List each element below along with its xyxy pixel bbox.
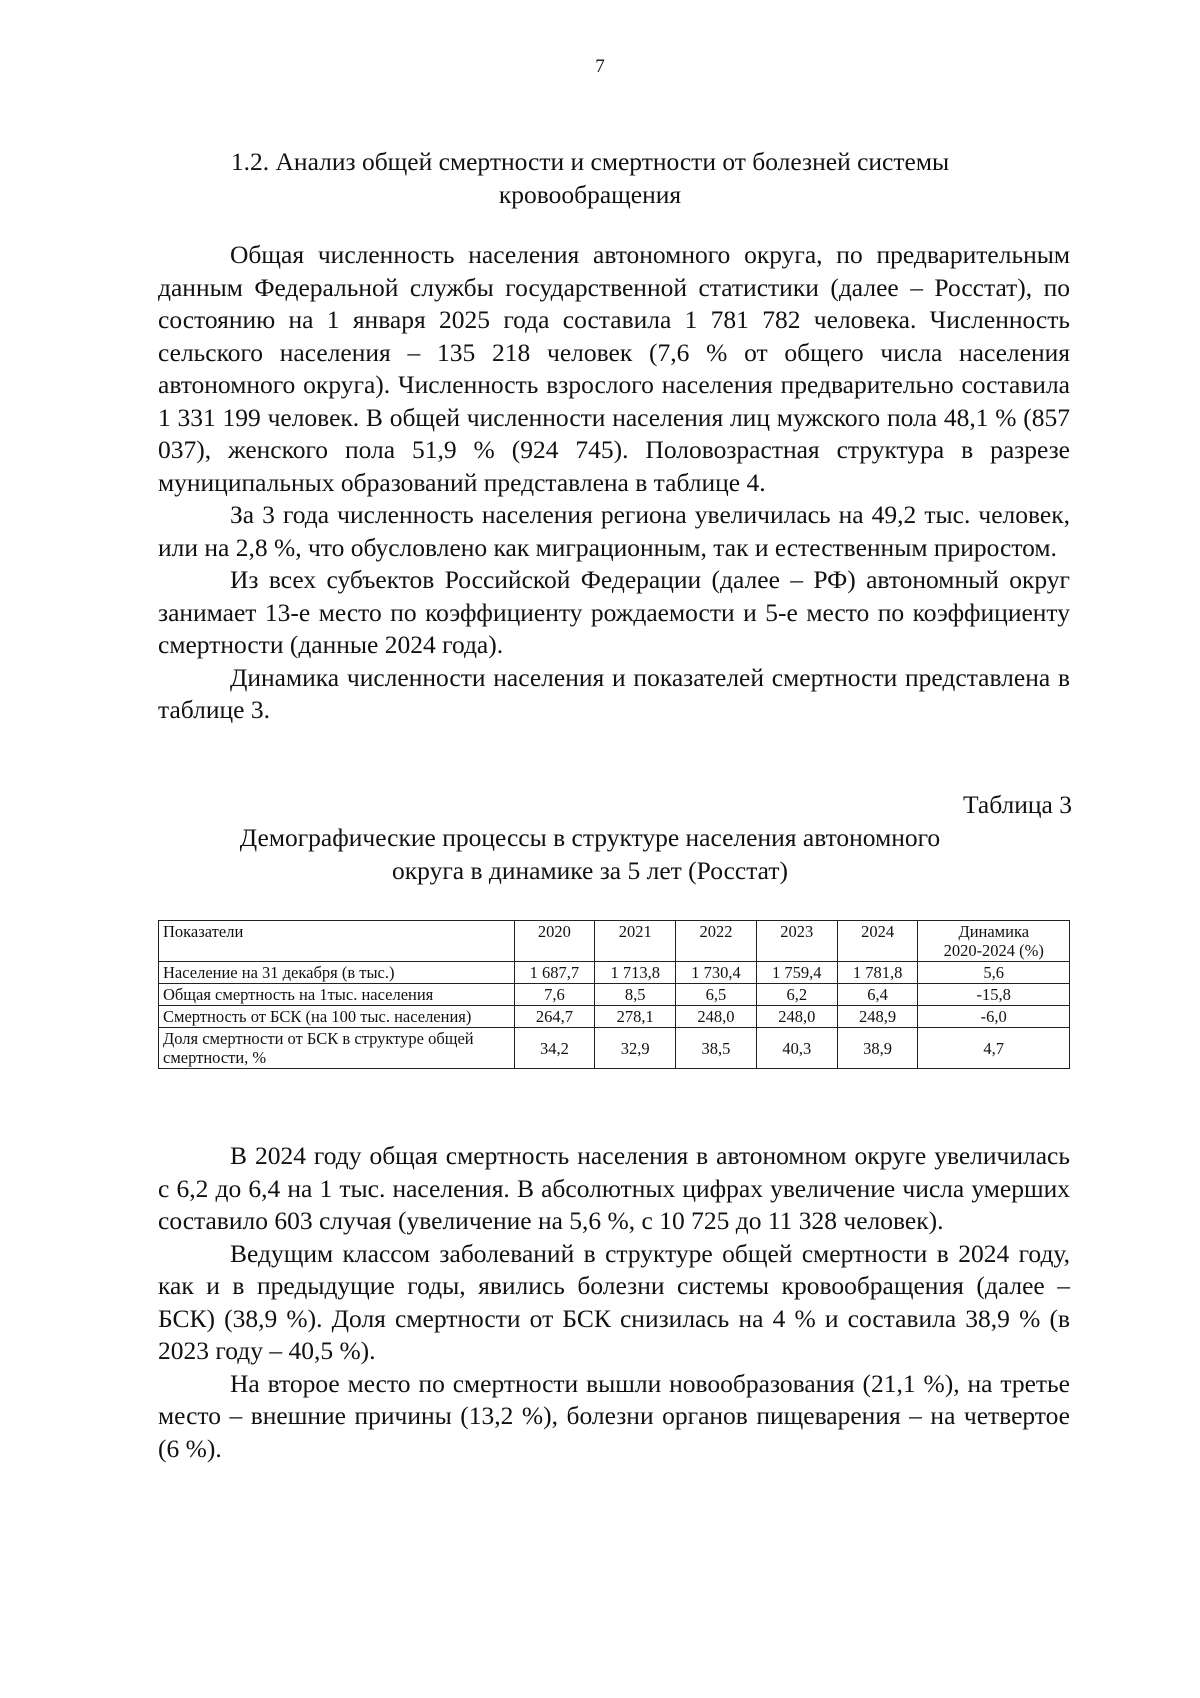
section-heading-line-1: 1.2. Анализ общей смертности и смертности от болезней системы [230, 147, 950, 176]
cell-2020: 7,6 [514, 984, 595, 1006]
paragraph-ranking: Из всех субъектов Российской Федерации (далее – РФ) автономный округ занимает 13-е место по коэффициенту рождаемости и 5-е место по коэффициенту смертности (данные 2024 года). [158, 565, 1070, 659]
cell-2023: 1 759,4 [756, 962, 837, 984]
cell-2024: 1 781,8 [837, 962, 918, 984]
header-dynamics [918, 921, 1070, 962]
table-label: Таблица 3 [962, 790, 1072, 819]
table-row [159, 962, 1070, 984]
paragraph-second-place: На второе место по смертности вышли новообразования (21,1 %), на третье место – внешние причины (13,2 %), болезни органов пищеварения – на четвертое (6 %). [158, 1368, 1070, 1463]
cell-dynamics: -6,0 [918, 1006, 1070, 1028]
cell-2021: 8,5 [595, 984, 676, 1006]
cell-2023: 6,2 [756, 984, 837, 1006]
paragraph-leading-class: Ведущим классом заболеваний в структуре общей смертности в 2024 году, как и в предыдущие годы, явились болезни системы кровообращения (далее – БСК) (38,9 %). Доля смертности от БСК снизилась на 4 % и составила 38,9 % (в 2023 году – 40,5 %). [158, 1238, 1070, 1365]
row-indicator: Смертность от БСК (на 100 тыс. населения) [159, 1006, 515, 1028]
header-year-2022: 2022 [676, 921, 757, 962]
cell-2022: 248,0 [676, 1006, 757, 1028]
cell-2022: 38,5 [676, 1028, 757, 1069]
cell-dynamics: -15,8 [918, 984, 1070, 1006]
header-year-2020: 2020 [514, 921, 595, 962]
table-row [159, 1006, 1070, 1028]
section-heading [150, 145, 1030, 211]
table-row [159, 984, 1070, 1006]
demographics-table [158, 920, 1070, 1069]
row-indicator: Доля смертности от БСК в структуре общей смертности, % [159, 1028, 515, 1069]
cell-2020: 264,7 [514, 1006, 595, 1028]
paragraph-mortality-increase: В 2024 году общая смертность населения в автономном округе увеличилась с 6,2 до 6,4 на 1 тыс. населения. В абсолютных цифрах увеличение числа умерших составило 603 случая (увеличение на 5,6 %, с 10 725 до 11 328 человек). [158, 1141, 1070, 1235]
cell-2021: 278,1 [595, 1006, 676, 1028]
header-dynamics-line-1: Динамика [958, 922, 1030, 941]
cell-2023: 248,0 [756, 1006, 837, 1028]
header-year-2021: 2021 [595, 921, 676, 962]
header-indicator: Показатели [159, 921, 515, 962]
row-indicator: Население на 31 декабря (в тыс.) [159, 962, 515, 984]
paragraph-dynamics-ref: Динамика численности населения и показателей смертности представлена в таблице 3. [158, 662, 1070, 724]
cell-2022: 6,5 [676, 984, 757, 1006]
cell-2023: 40,3 [756, 1028, 837, 1069]
table-row [159, 1028, 1070, 1069]
cell-2020: 34,2 [514, 1028, 595, 1069]
table-header-row [159, 921, 1070, 962]
table-title [150, 822, 1030, 887]
cell-2024: 6,4 [837, 984, 918, 1006]
table-title-line-1: Демографические процессы в структуре населения автономного [239, 823, 941, 852]
cell-2024: 248,9 [837, 1006, 918, 1028]
header-dynamics-line-2: 2020-2024 (%) [943, 941, 1044, 960]
cell-2021: 32,9 [595, 1028, 676, 1069]
page-number: 7 [595, 56, 605, 77]
cell-2020: 1 687,7 [514, 962, 595, 984]
cell-dynamics: 5,6 [918, 962, 1070, 984]
cell-2022: 1 730,4 [676, 962, 757, 984]
section-heading-line-2: кровообращения [498, 180, 682, 209]
body-text-bottom [158, 1140, 1070, 1465]
cell-2024: 38,9 [837, 1028, 918, 1069]
header-year-2023: 2023 [756, 921, 837, 962]
cell-2021: 1 713,8 [595, 962, 676, 984]
paragraph-growth: За 3 года численность населения региона увеличилась на 49,2 тыс. человек, или на 2,8 %, что обусловлено как миграционным, так и естественным приростом. [158, 500, 1070, 562]
paragraph-population: Общая численность населения автономного округа, по предварительным данным Федеральной службы государственной статистики (далее – Росстат), по состоянию на 1 января 2025 года составила 1 781 782 человека. Численность сельского населения – 135 218 человек (7,6 % от общего числа населения автономного округа). Численность взрослого населения предварительно составила 1 331 199 человек. В общей численности населения лиц мужского пола 48,1 % (857 037), женского пола 51,9 % (924 745). Половозрастная структура в разрезе муниципальных образований представлена в таблице 4. [158, 240, 1070, 497]
body-text-top [158, 239, 1070, 727]
table-title-line-2: округа в динамике за 5 лет (Росстат) [392, 855, 788, 885]
cell-dynamics: 4,7 [918, 1028, 1070, 1069]
header-year-2024: 2024 [837, 921, 918, 962]
row-indicator: Общая смертность на 1тыс. населения [159, 984, 515, 1006]
